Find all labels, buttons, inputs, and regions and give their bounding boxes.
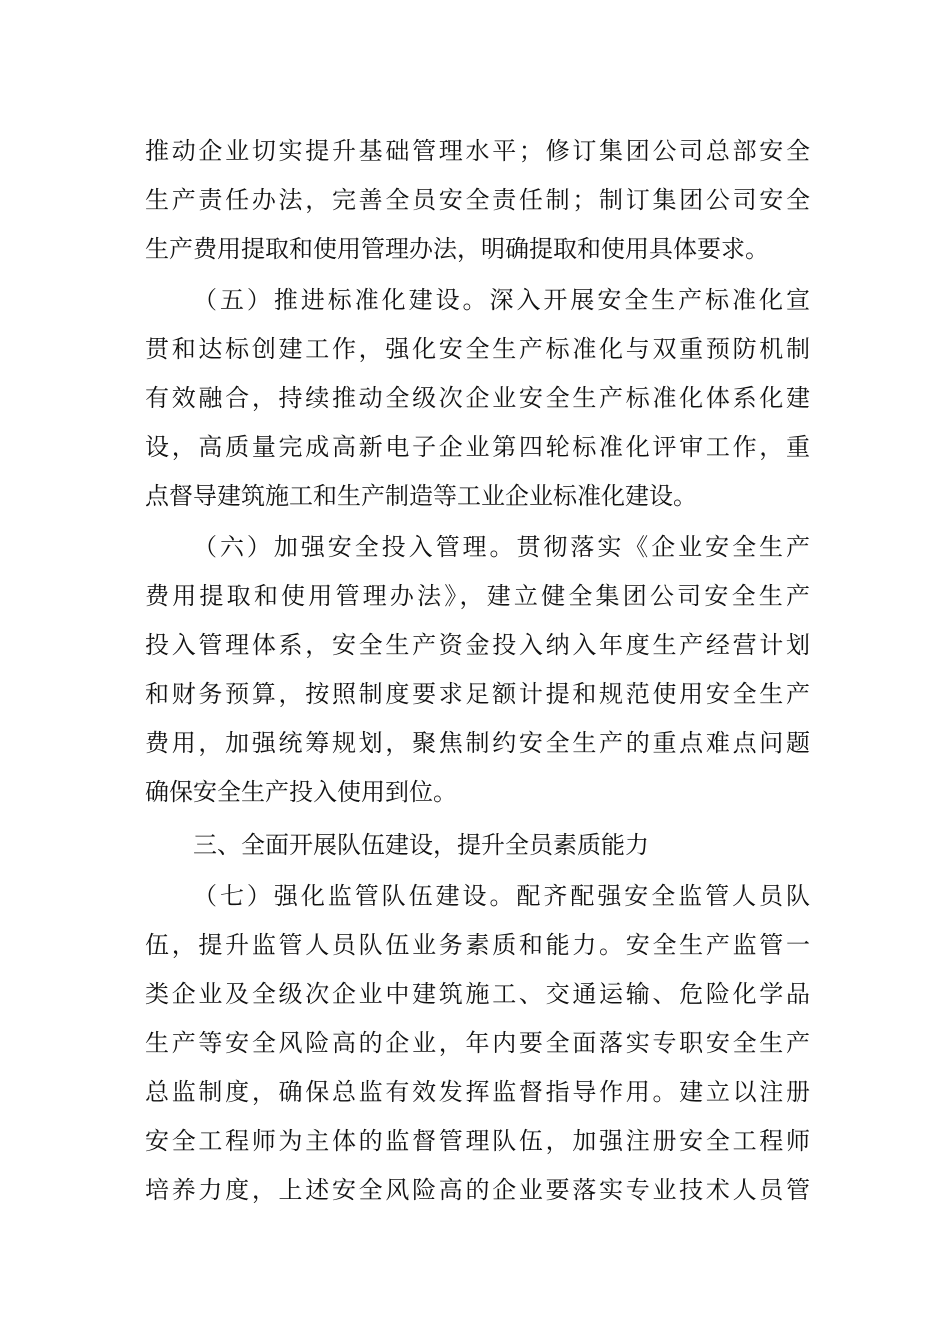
text-line: 伍，提升监管人员队伍业务素质和能力。安全生产监管一: [145, 931, 810, 959]
text-line: 生产等安全风险高的企业，年内要全面落实专职安全生产: [145, 1029, 810, 1057]
section-heading: 三、全面开展队伍建设，提升全员素质能力: [193, 831, 649, 859]
text-line: 贯和达标创建工作，强化安全生产标准化与双重预防机制: [145, 335, 810, 363]
paragraph-start-line: （七）强化监管队伍建设。配齐配强安全监管人员队: [193, 882, 810, 910]
text-line: 培养力度，上述安全风险高的企业要落实专业技术人员管: [145, 1176, 810, 1204]
paragraph-start-line: （五）推进标准化建设。深入开展安全生产标准化宣: [193, 286, 810, 314]
text-line: 费用提取和使用管理办法》，建立健全集团公司安全生产: [145, 582, 810, 610]
text-line: 类企业及全级次企业中建筑施工、交通运输、危险化学品: [145, 980, 810, 1008]
text-line: 确保安全生产投入使用到位。: [145, 778, 457, 806]
text-line: 有效融合，持续推动全级次企业安全生产标准化体系化建: [145, 384, 810, 412]
text-line: 总监制度，确保总监有效发挥监督指导作用。建立以注册: [145, 1078, 810, 1106]
text-line: 费用，加强统筹规划，聚焦制约安全生产的重点难点问题: [145, 729, 810, 757]
text-line: 生产费用提取和使用管理办法，明确提取和使用具体要求。: [145, 235, 769, 263]
text-line: 生产责任办法，完善全员安全责任制；制订集团公司安全: [145, 186, 810, 214]
text-line: 投入管理体系，安全生产资金投入纳入年度生产经营计划: [145, 631, 810, 659]
text-line: 推动企业切实提升基础管理水平；修订集团公司总部安全: [145, 137, 810, 165]
text-line: 点督导建筑施工和生产制造等工业企业标准化建设。: [145, 482, 697, 510]
text-line: 和财务预算，按照制度要求足额计提和规范使用安全生产: [145, 680, 810, 708]
text-line: 安全工程师为主体的监督管理队伍，加强注册安全工程师: [145, 1127, 810, 1155]
paragraph-start-line: （六）加强安全投入管理。贯彻落实《企业安全生产: [193, 533, 810, 561]
text-line: 设，高质量完成高新电子企业第四轮标准化评审工作，重: [145, 433, 810, 461]
